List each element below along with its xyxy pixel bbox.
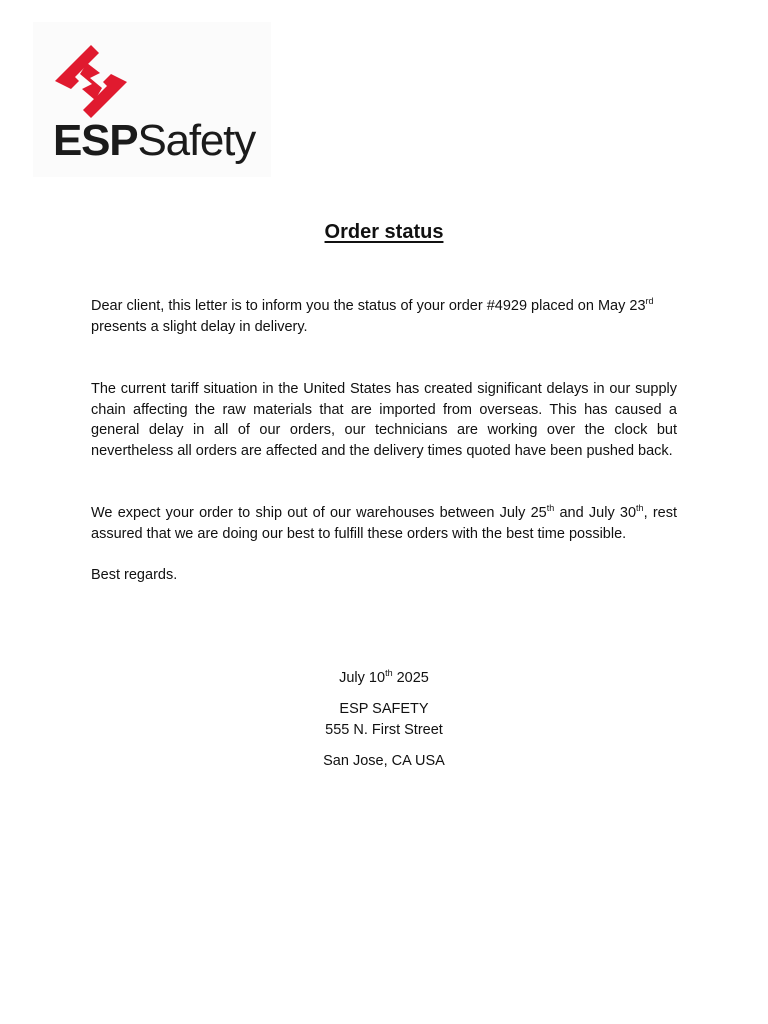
company-wordmark: [53, 116, 255, 165]
company-logo: [33, 22, 271, 177]
letter-title: Order status: [324, 221, 444, 243]
signature-city: San Jose, CA USA: [323, 753, 445, 769]
signature-company: ESP SAFETY: [339, 701, 429, 717]
wordmark-esp: ESP: [53, 116, 138, 165]
paragraph-closing: Best regards.: [91, 567, 178, 583]
wordmark-safety: Safety: [137, 116, 255, 165]
paragraph-intro: Dear client, this letter is to inform you the status of your order #4929 placed on May 23rd presents a slight delay in delivery.: [91, 296, 654, 335]
signature-street: 555 N. First Street: [325, 722, 443, 738]
paragraph-tariff: The current tariff situation in the United States has created significant delays in our supply chain affecting the raw materials that are imported from overseas. This has caused a general delay in all of our orders, our technicians are working over the clock but nevertheless all orders are affected and the delivery times quoted have been pushed back.: [91, 381, 677, 459]
esp-safety-logo-mark-icon: [54, 44, 128, 119]
signature-date: July 10th 2025: [339, 668, 429, 686]
paragraph-shipping: We expect your order to ship out of our warehouses between July 25th and July 30th, rest assured that we are doing our best to fulfill these orders with the best time possible.: [91, 503, 677, 542]
